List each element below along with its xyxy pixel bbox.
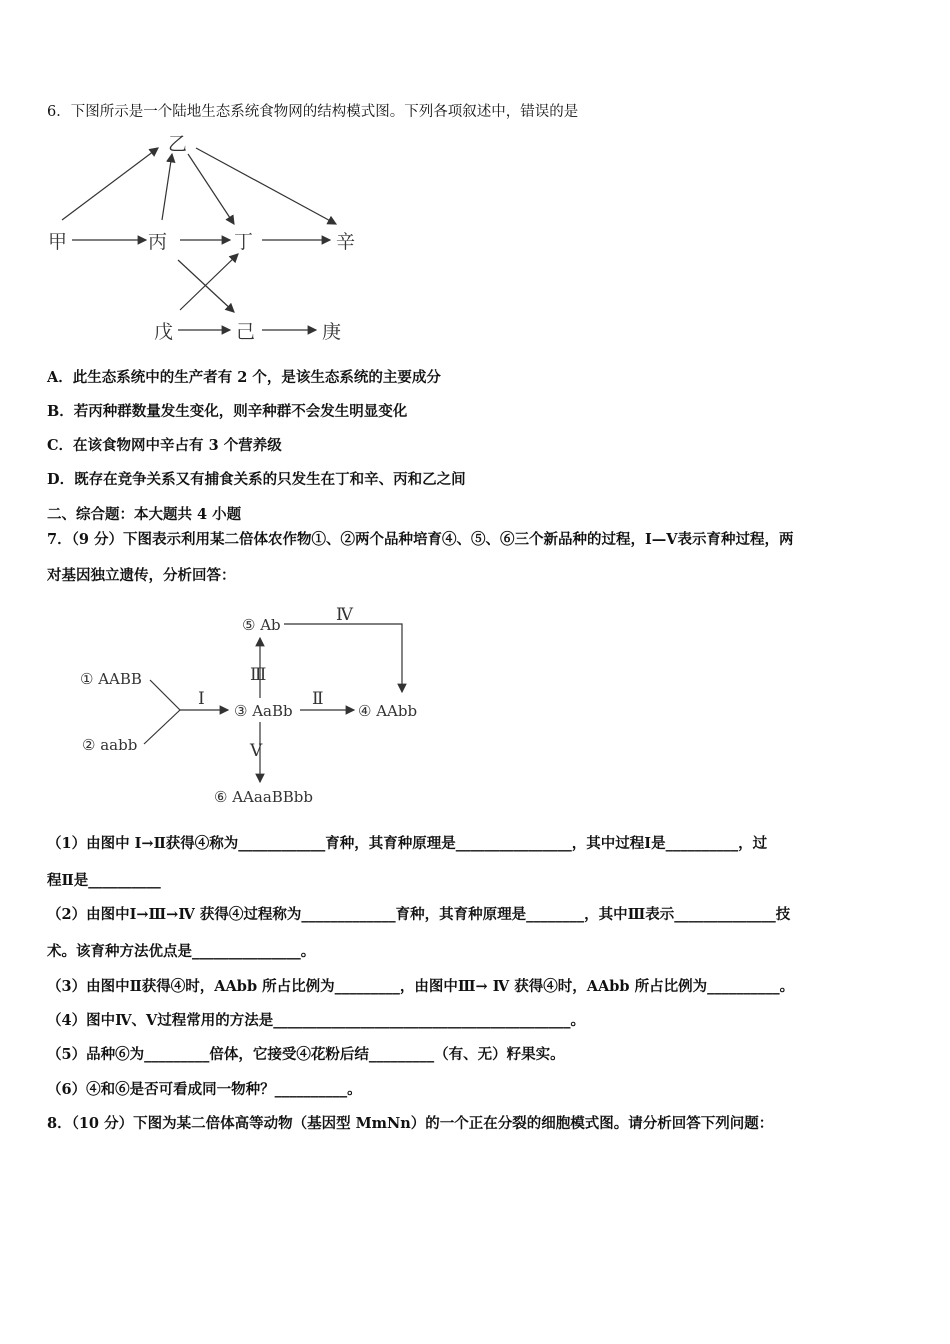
q6-stem: 6．下图所示是一个陆地生态系统食物网的结构模式图。下列各项叙述中，错误的是 xyxy=(47,104,579,120)
q7-sub1-line2: 程Ⅱ是__________ xyxy=(47,872,161,889)
q7-sub3: （3）由图中Ⅱ获得④时，AAbb 所占比例为_________，由图中Ⅲ→ Ⅳ 获得④时，AAbb 所占比例为__________。 xyxy=(47,978,795,995)
arrow-wu-ding xyxy=(180,254,238,310)
label-process-1: Ⅰ xyxy=(198,689,205,709)
node-jia: 甲 xyxy=(48,231,68,253)
q7-sub2-line1: （2）由图中Ⅰ→Ⅲ→Ⅳ 获得④过程称为_____________育种，其育种原理是________，其中Ⅲ表示______________技 xyxy=(47,906,791,923)
arrow-yi-xin xyxy=(196,148,336,224)
line-2-to-junction xyxy=(144,710,180,744)
node-2: ② aabb xyxy=(82,736,138,754)
node-xin: 辛 xyxy=(336,231,356,253)
q7-sub1-line1: （1）由图中 Ⅰ→Ⅱ获得④称为____________育种，其育种原理是________________，其中过程Ⅰ是__________，过 xyxy=(47,835,768,852)
node-4: ④ AAbb xyxy=(358,702,418,720)
node-6: ⑥ AAaaBBbb xyxy=(214,788,314,806)
q6-option-a: A．此生态系统中的生产者有 2 个，是该生态系统的主要成分 xyxy=(47,369,441,386)
node-yi: 乙 xyxy=(168,133,188,155)
q7-sub6: （6）④和⑥是否可看成同一物种？__________。 xyxy=(47,1081,362,1098)
node-ji: 己 xyxy=(236,321,256,343)
node-bing: 丙 xyxy=(148,231,168,253)
label-process-3: Ⅲ xyxy=(250,665,267,685)
breeding-diagram xyxy=(74,598,434,813)
line-1-to-junction xyxy=(150,680,180,710)
arrow-jia-yi xyxy=(62,148,158,220)
node-1: ① AABB xyxy=(80,670,142,688)
arrow-bing-yi xyxy=(162,154,172,220)
q7-stem-line2: 对基因独立遗传，分析回答： xyxy=(47,567,236,584)
food-web-diagram xyxy=(40,128,370,350)
node-3: ③ AaBb xyxy=(234,702,293,720)
arrow-process-4 xyxy=(284,624,402,692)
node-ding: 丁 xyxy=(234,231,254,253)
q8-stem: 8．（10 分）下图为某二倍体高等动物（基因型 MmNn）的一个正在分裂的细胞模式图。请分析回答下列问题： xyxy=(47,1115,774,1132)
label-process-4: Ⅳ xyxy=(336,605,353,625)
q6-option-d: D．既存在竞争关系又有捕食关系的只发生在丁和辛、丙和乙之间 xyxy=(47,471,466,488)
q7-stem-line1: 7．（9 分）下图表示利用某二倍体农作物①、②两个品种培育④、⑤、⑥三个新品种的过程，Ⅰ—Ⅴ表示育种过程，两 xyxy=(47,531,794,548)
section-heading: 二、综合题：本大题共 4 小题 xyxy=(47,506,242,523)
label-process-2: Ⅱ xyxy=(312,689,324,709)
q7-sub5: （5）品种⑥为_________倍体，它接受④花粉后结_________（有、无）籽果实。 xyxy=(47,1046,565,1063)
label-process-5: Ⅴ xyxy=(250,741,263,761)
node-5: ⑤ Ab xyxy=(242,616,281,634)
q6-option-c: C．在该食物网中辛占有 3 个营养级 xyxy=(47,437,282,454)
q7-sub4: （4）图中Ⅳ、Ⅴ过程常用的方法是_________________________________________。 xyxy=(47,1012,586,1029)
q7-sub2-line2: 术。该育种方法优点是_______________。 xyxy=(47,943,316,960)
q6-option-b: B．若丙种群数量发生变化，则辛种群不会发生明显变化 xyxy=(47,403,408,420)
node-wu: 戊 xyxy=(154,321,174,343)
node-geng: 庚 xyxy=(322,321,342,343)
